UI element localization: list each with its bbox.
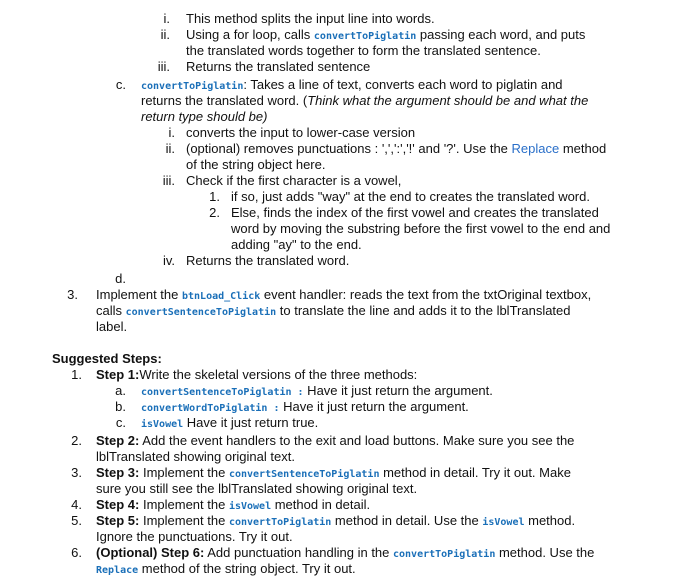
list-marker: 3.: [71, 465, 82, 480]
code-btnLoad_Click: btnLoad_Click: [182, 291, 261, 302]
list-item: convertSentenceToPiglatin : Have it just return the argument.: [141, 383, 493, 398]
list-item: Using a for loop, calls convertToPiglatin passing each word, and puts: [186, 27, 586, 42]
list-item: Returns the translated sentence: [186, 59, 371, 74]
list-marker: i.: [168, 125, 175, 140]
list-marker: b.: [115, 399, 126, 414]
list-marker: 1.: [209, 189, 220, 204]
list-marker: 2.: [209, 205, 220, 220]
replace-link: Replace: [511, 141, 560, 156]
list-item: Step 3: Implement the convertSentenceToPiglatin method in detail. Try it out. Make: [96, 465, 571, 480]
list-item: convertWordToPiglatin : Have it just return the argument.: [141, 399, 469, 414]
list-item: Step 2: Add the event handlers to the exit and load buttons. Make sure you see the: [96, 433, 575, 448]
list-marker: a.: [115, 383, 126, 398]
list-marker: 2.: [71, 433, 82, 448]
list-item: Implement the btnLoad_Click event handler: reads the text from the txtOriginal textbox,: [96, 287, 592, 302]
list-item-continuation: calls convertSentenceToPiglatin to translate the line and adds it to the lblTranslated: [96, 303, 571, 318]
list-item: Step 5: Implement the convertToPiglatin method in detail. Use the isVowel method.: [96, 513, 576, 528]
list-marker: c.: [115, 415, 126, 430]
code-convertToPiglatin: convertToPiglatin: [141, 81, 244, 92]
list-marker: 3.: [67, 287, 78, 302]
list-marker: d.: [115, 271, 126, 286]
list-marker: 6.: [71, 545, 82, 560]
list-marker: iii.: [162, 173, 175, 188]
section-heading: Suggested Steps:: [52, 351, 162, 366]
list-marker: 1.: [71, 367, 82, 382]
list-item: Step 1:Write the skeletal versions of the three methods:: [96, 367, 418, 382]
list-item: convertToPiglatin: Takes a line of text, converts each word to piglatin and: [141, 77, 563, 92]
list-item-continuation: returns the translated word. (Think what the argument should be and what the: [141, 93, 589, 108]
list-item-continuation: Replace method of the string object. Try it out.: [96, 561, 356, 576]
list-item: if so, just adds "way" at the end to creates the translated word.: [231, 189, 590, 204]
list-item-continuation: sure you still see the lblTranslated showing original text.: [96, 481, 418, 496]
list-item: (optional) removes punctuations : ',',':','!' and '?'. Use the Replace method: [186, 141, 607, 156]
list-item: Check if the first character is a vowel,: [186, 173, 402, 188]
list-marker: 5.: [71, 513, 82, 528]
code-convertToPiglatin: convertToPiglatin: [313, 31, 417, 42]
list-item-continuation: label.: [96, 319, 128, 334]
list-item: (Optional) Step 6: Add punctuation handling in the convertToPiglatin method. Use the: [96, 545, 595, 560]
list-marker: 4.: [71, 497, 82, 512]
list-item-continuation: the translated words together to form the translated sentence.: [186, 43, 541, 58]
list-marker: i.: [163, 11, 170, 26]
code-convertSentenceToPiglatin: convertSentenceToPiglatin: [125, 307, 277, 318]
list-marker: iv.: [162, 253, 175, 268]
list-marker: ii.: [165, 141, 175, 156]
list-marker: c.: [115, 77, 126, 92]
list-item-continuation: of the string object here.: [186, 157, 326, 172]
list-item: Step 4: Implement the isVowel method in detail.: [96, 497, 371, 512]
list-item: Returns the translated word.: [186, 253, 350, 268]
list-item-continuation: adding "ay" to the end.: [231, 237, 362, 252]
list-item-continuation: Ignore the punctuations. Try it out.: [96, 529, 293, 544]
list-item: This method splits the input line into words.: [186, 11, 435, 26]
list-item-continuation: word by moving the substring before the first vowel to the end and: [231, 221, 611, 236]
list-marker: ii.: [160, 27, 170, 42]
list-item-continuation: lblTranslated showing original text.: [96, 449, 295, 464]
list-marker: iii.: [157, 59, 170, 74]
list-item: Else, finds the index of the first vowel and creates the translated: [231, 205, 599, 220]
list-item: isVowel Have it just return true.: [141, 415, 319, 430]
list-item: converts the input to lower-case version: [186, 125, 416, 140]
list-item-continuation: return type should be): [141, 109, 268, 124]
